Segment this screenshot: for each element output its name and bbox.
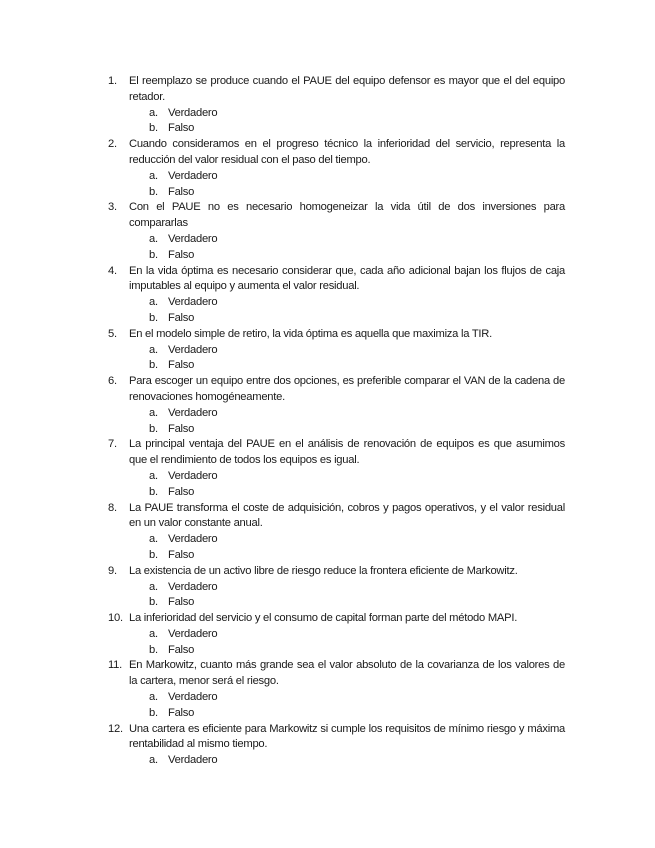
question-5 <box>108 327 565 374</box>
option-label: Verdadero <box>168 533 218 546</box>
answer-options <box>129 753 565 769</box>
option-label: Falso <box>168 185 195 198</box>
option-label: Falso <box>168 422 195 435</box>
question-1 <box>108 74 565 137</box>
answer-options <box>129 532 565 564</box>
option-letter: b. <box>149 359 158 372</box>
option-letter: a. <box>149 691 158 704</box>
option-falso <box>129 643 565 659</box>
option-label: Verdadero <box>168 754 218 767</box>
question-list <box>108 74 565 769</box>
question-text: La principal ventaja del PAUE en el análisis de renovación de equipos es que asumimos que el rendimiento de todos los equipos es igual. <box>129 438 565 467</box>
question-text: Una cartera es eficiente para Markowitz si cumple los requisitos de mínimo riesgo y máxima rentabilidad al mismo tiempo. <box>129 722 565 751</box>
option-label: Falso <box>168 248 195 261</box>
option-falso <box>129 422 565 438</box>
question-number: 2. <box>108 138 117 151</box>
option-falso <box>129 121 565 137</box>
option-letter: a. <box>149 406 158 419</box>
option-verdadero <box>129 232 565 248</box>
question-text: Cuando consideramos en el progreso técnico la inferioridad del servicio, representa la reducción del valor residual con el paso del tiempo. <box>129 138 565 166</box>
option-verdadero <box>129 169 565 185</box>
question-3 <box>108 200 565 263</box>
answer-options <box>129 580 565 612</box>
question-number: 11. <box>108 659 122 672</box>
option-letter: a. <box>149 533 158 546</box>
option-falso <box>129 485 565 501</box>
question-8 <box>108 501 565 564</box>
option-letter: a. <box>149 169 158 182</box>
question-number: 1. <box>108 75 117 87</box>
answer-options <box>129 627 565 659</box>
option-verdadero <box>129 580 565 596</box>
question-text: La inferioridad del servicio y el consumo de capital forman parte del método MAPI. <box>129 612 518 625</box>
answer-options <box>129 343 565 375</box>
option-label: Falso <box>168 359 195 372</box>
option-label: Falso <box>168 311 195 324</box>
question-number: 5. <box>108 327 117 340</box>
question-number: 7. <box>108 438 117 451</box>
option-label: Falso <box>168 643 195 656</box>
option-falso <box>129 311 565 327</box>
question-9 <box>108 564 565 611</box>
question-text: Para escoger un equipo entre dos opciones, es preferible comparar el VAN de la cadena de renovaciones homogéneamente. <box>129 375 565 403</box>
option-label: Verdadero <box>168 691 218 704</box>
option-letter: a. <box>149 106 158 119</box>
option-label: Falso <box>168 596 195 609</box>
option-letter: a. <box>149 580 158 593</box>
option-label: Verdadero <box>168 469 218 482</box>
option-label: Verdadero <box>168 627 218 640</box>
question-text: En la vida óptima es necesario considerar que, cada año adicional bajan los flujos de caja imputables al equipo y aumenta el valor residual. <box>129 264 565 293</box>
option-falso <box>129 595 565 611</box>
option-verdadero <box>129 106 565 122</box>
question-number: 12. <box>108 722 123 735</box>
question-text: En Markowitz, cuanto más grande sea el valor absoluto de la covarianza de los valores de la cartera, menor será el riesgo. <box>129 659 565 688</box>
option-letter: b. <box>149 122 158 135</box>
option-letter: b. <box>149 596 158 609</box>
answer-options <box>129 469 565 501</box>
option-letter: b. <box>149 422 158 435</box>
option-label: Falso <box>168 548 195 561</box>
question-11 <box>108 658 565 721</box>
option-falso <box>129 706 565 722</box>
question-number: 9. <box>108 564 117 577</box>
option-label: Falso <box>168 485 195 498</box>
question-text: La PAUE transforma el coste de adquisición, cobros y pagos operativos, y el valor residual en un valor constante anual. <box>129 501 565 530</box>
question-text: El reemplazo se produce cuando el PAUE del equipo defensor es mayor que el del equipo retador. <box>129 75 565 103</box>
option-label: Verdadero <box>168 580 218 593</box>
answer-options <box>129 232 565 264</box>
question-text: La existencia de un activo libre de riesgo reduce la frontera eficiente de Markowitz. <box>129 564 518 577</box>
option-verdadero <box>129 406 565 422</box>
option-falso <box>129 358 565 374</box>
option-verdadero <box>129 532 565 548</box>
option-letter: a. <box>149 754 158 767</box>
option-letter: b. <box>149 248 158 261</box>
question-2 <box>108 137 565 200</box>
question-number: 10. <box>108 612 123 625</box>
option-label: Verdadero <box>168 406 218 419</box>
question-6 <box>108 374 565 437</box>
question-number: 4. <box>108 264 117 277</box>
option-label: Verdadero <box>168 106 218 119</box>
option-label: Verdadero <box>168 169 218 182</box>
question-12 <box>108 722 565 769</box>
option-letter: a. <box>149 469 158 482</box>
option-label: Verdadero <box>168 343 218 356</box>
answer-options <box>129 106 565 138</box>
option-letter: b. <box>149 311 158 324</box>
option-verdadero <box>129 469 565 485</box>
option-falso <box>129 548 565 564</box>
option-label: Falso <box>168 122 195 135</box>
option-letter: a. <box>149 296 158 309</box>
option-letter: b. <box>149 485 158 498</box>
option-label: Verdadero <box>168 232 218 245</box>
option-falso <box>129 185 565 201</box>
answer-options <box>129 169 565 201</box>
option-letter: a. <box>149 627 158 640</box>
option-verdadero <box>129 753 565 769</box>
question-7 <box>108 437 565 500</box>
option-letter: a. <box>149 343 158 356</box>
option-letter: b. <box>149 548 158 561</box>
option-letter: a. <box>149 232 158 245</box>
option-verdadero <box>129 690 565 706</box>
question-number: 8. <box>108 501 117 514</box>
question-text: Con el PAUE no es necesario homogeneizar la vida útil de dos inversiones para compararlas <box>129 201 565 230</box>
option-verdadero <box>129 343 565 359</box>
option-label: Falso <box>168 706 195 719</box>
answer-options <box>129 295 565 327</box>
option-falso <box>129 248 565 264</box>
question-number: 3. <box>108 201 117 214</box>
question-10 <box>108 611 565 658</box>
question-text: En el modelo simple de retiro, la vida óptima es aquella que maximiza la TIR. <box>129 327 492 340</box>
option-verdadero <box>129 295 565 311</box>
option-letter: b. <box>149 706 158 719</box>
answer-options <box>129 406 565 438</box>
option-letter: b. <box>149 185 158 198</box>
option-letter: b. <box>149 643 158 656</box>
option-label: Verdadero <box>168 296 218 309</box>
question-4 <box>108 264 565 327</box>
question-number: 6. <box>108 375 117 388</box>
option-verdadero <box>129 627 565 643</box>
answer-options <box>129 690 565 722</box>
